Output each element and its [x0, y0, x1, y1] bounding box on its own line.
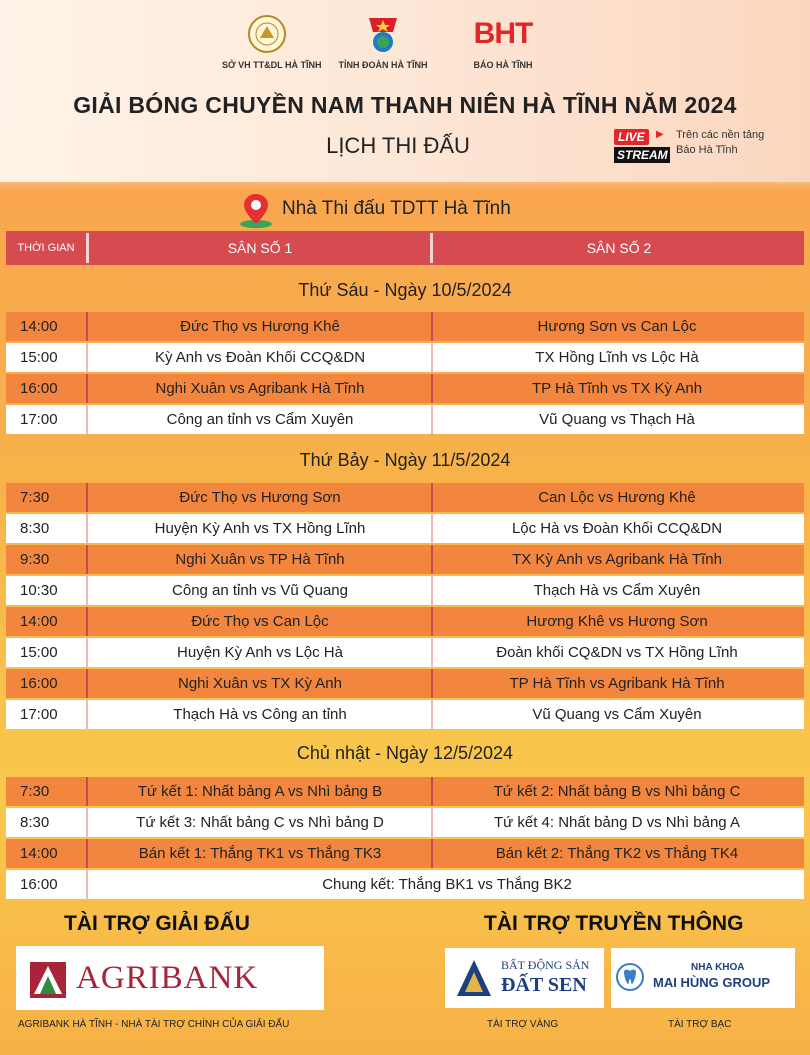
column-divider [431, 607, 433, 636]
match-time: 10:30 [20, 582, 58, 599]
column-divider [431, 483, 433, 512]
media-sponsor-title: TÀI TRỢ TRUYỀN THÔNG [484, 912, 744, 935]
table-row [6, 839, 804, 868]
tinh-doan-logo [338, 14, 428, 70]
column-divider [431, 514, 433, 543]
match-time: 14:00 [20, 318, 58, 335]
logo-bar [0, 14, 810, 74]
page-title: GIẢI BÓNG CHUYỀN NAM THANH NIÊN HÀ TĨNH NĂM 2024 [73, 92, 737, 118]
match-time: 7:30 [20, 489, 50, 506]
court2-match: Đoàn khối CQ&DN vs TX Hồng Lĩnh [496, 644, 738, 661]
table-row [6, 343, 804, 372]
court2-match: Hương Sơn vs Can Lộc [537, 318, 697, 335]
livestream-line2: Báo Hà Tĩnh [676, 144, 738, 156]
court2-match: Tứ kết 4: Nhất bảng D vs Nhì bảng A [493, 814, 740, 831]
court1-match: Huyện Kỳ Anh vs TX Hồng Lĩnh [154, 520, 366, 537]
main-sponsor-caption: AGRIBANK HÀ TĨNH - NHÀ TÀI TRỢ CHÍNH CỦA GIẢI ĐẤU [18, 1019, 290, 1030]
court1-match: Tứ kết 3: Nhất bảng C vs Nhì bảng D [136, 814, 384, 831]
court2-match: Can Lộc vs Hương Khê [538, 489, 696, 506]
column-divider [86, 777, 88, 806]
main-sponsor-title: TÀI TRỢ GIẢI ĐẤU [64, 912, 250, 935]
livestream-badge [614, 128, 670, 163]
livestream-line1: Trên các nền tảng [676, 129, 765, 141]
column-divider [86, 545, 88, 574]
column-divider [86, 483, 88, 512]
column-divider [86, 808, 88, 837]
youth-union-emblem-icon [363, 14, 403, 54]
so-vhttdl-logo [222, 14, 322, 70]
header-divider [86, 233, 89, 263]
court1-match: Công an tỉnh vs Vũ Quang [172, 582, 348, 599]
match-time: 8:30 [20, 814, 50, 831]
column-divider [431, 374, 433, 403]
match-time: 16:00 [20, 380, 58, 397]
court1-match: Nghi Xuân vs Agribank Hà Tĩnh [155, 380, 365, 397]
stream-label: STREAM [614, 147, 670, 163]
logo-caption: BÁO HÀ TĨNH [473, 60, 533, 70]
match-time: 9:30 [20, 551, 50, 568]
livestream-text [676, 128, 764, 158]
column-divider [431, 343, 433, 372]
day-heading: Chủ nhật - Ngày 12/5/2024 [296, 743, 514, 763]
column-divider [86, 607, 88, 636]
header-band [0, 0, 810, 182]
column-divider [431, 545, 433, 574]
court1-match: Nghi Xuân vs TP Hà Tĩnh [175, 551, 345, 568]
match-time: 8:30 [20, 520, 50, 537]
column-divider [86, 312, 88, 341]
table-row [6, 870, 804, 899]
court2-match: Vũ Quang vs Cẩm Xuyên [532, 706, 702, 723]
column-divider [431, 839, 433, 868]
header-court-1: SÂN SỐ 1 [227, 240, 293, 256]
dat-sen-line1: BẤT ĐỘNG SẢN [501, 958, 590, 972]
court2-match: Hương Khê vs Hương Sơn [526, 613, 708, 630]
bao-ha-tinh-logo [458, 14, 548, 70]
match-time: 14:00 [20, 845, 58, 862]
table-row [6, 514, 804, 543]
court1-match: Đức Thọ vs Hương Khê [180, 318, 340, 335]
table-row [6, 669, 804, 698]
day-heading: Thứ Sáu - Ngày 10/5/2024 [298, 280, 512, 300]
bht-wordmark: BHT [473, 17, 533, 50]
table-row [6, 607, 804, 636]
header-time: THỜI GIAN [17, 242, 75, 254]
court1-match: Công an tỉnh vs Cẩm Xuyên [166, 411, 354, 428]
court2-match: TX Hồng Lĩnh vs Lộc Hà [535, 349, 699, 366]
silver-sponsor-caption: TÀI TRỢ BẠC [668, 1019, 732, 1030]
column-divider [86, 514, 88, 543]
table-header [6, 231, 804, 265]
court2-match: TP Hà Tĩnh vs Agribank Hà Tĩnh [509, 675, 725, 692]
match-time: 16:00 [20, 675, 58, 692]
table-row [6, 700, 804, 729]
column-divider [86, 374, 88, 403]
header-court-2: SÂN SỐ 2 [586, 240, 652, 256]
match-time: 15:00 [20, 644, 58, 661]
column-divider [431, 808, 433, 837]
lotus-building-icon [451, 956, 497, 1002]
court2-match: Vũ Quang vs Thạch Hà [539, 411, 695, 428]
table-row [6, 374, 804, 403]
final-match: Chung kết: Thắng BK1 vs Thắng BK2 [322, 876, 572, 893]
so-vhttdl-emblem-icon [247, 14, 287, 54]
page-subtitle: LỊCH THI ĐẤU [326, 133, 470, 158]
tooth-emblem-icon [615, 962, 645, 992]
court2-match: TX Kỳ Anh vs Agribank Hà Tĩnh [512, 551, 722, 568]
court2-match: Bán kết 2: Thắng TK2 vs Thắng TK4 [495, 845, 739, 862]
table-row [6, 638, 804, 667]
court1-match: Đức Thọ vs Can Lộc [191, 613, 329, 630]
match-time: 15:00 [20, 349, 58, 366]
column-divider [431, 777, 433, 806]
match-time: 16:00 [20, 876, 58, 893]
day-heading: Thứ Bảy - Ngày 11/5/2024 [299, 450, 511, 470]
court1-match: Thạch Hà vs Công an tỉnh [173, 706, 347, 723]
agribank-emblem-icon [30, 962, 66, 998]
location-pin-icon [236, 190, 276, 230]
court1-match: Tứ kết 1: Nhất bảng A vs Nhì bảng B [137, 783, 383, 800]
court1-match: Nghi Xuân vs TX Kỳ Anh [178, 675, 342, 692]
court1-match: Huyện Kỳ Anh vs Lộc Hà [177, 644, 343, 661]
court2-match: Tứ kết 2: Nhất bảng B vs Nhì bảng C [493, 783, 741, 800]
header-divider [430, 233, 433, 263]
match-time: 17:00 [20, 706, 58, 723]
agribank-logo [16, 946, 324, 1010]
column-divider [86, 700, 88, 729]
match-time: 14:00 [20, 613, 58, 630]
dat-sen-line2: ĐẤT SEN [501, 974, 587, 996]
table-row [6, 312, 804, 341]
column-divider [431, 312, 433, 341]
court1-match: Kỳ Anh vs Đoàn Khối CCQ&DN [154, 349, 366, 366]
column-divider [431, 576, 433, 605]
column-divider [86, 870, 88, 899]
table-row [6, 808, 804, 837]
mai-hung-logo [611, 948, 795, 1008]
column-divider [431, 669, 433, 698]
match-time: 17:00 [20, 411, 58, 428]
gold-sponsor-caption: TÀI TRỢ VÀNG [487, 1019, 559, 1030]
court1-match: Bán kết 1: Thắng TK1 vs Thắng TK3 [138, 845, 382, 862]
logo-caption: SỞ VH TT&DL HÀ TĨNH [222, 60, 322, 70]
column-divider [86, 839, 88, 868]
column-divider [431, 700, 433, 729]
court2-match: Lộc Hà vs Đoàn Khối CCQ&DN [511, 520, 723, 537]
agribank-wordmark: AGRIBANK [76, 960, 259, 996]
table-row [6, 405, 804, 434]
court2-match: Thạch Hà vs Cẩm Xuyên [533, 582, 701, 599]
column-divider [86, 576, 88, 605]
live-label: LIVE [614, 129, 649, 145]
column-divider [86, 405, 88, 434]
table-row [6, 483, 804, 512]
logo-caption: TỈNH ĐOÀN HÀ TĨNH [338, 60, 428, 70]
column-divider [431, 405, 433, 434]
table-row [6, 545, 804, 574]
table-row [6, 777, 804, 806]
column-divider [431, 638, 433, 667]
table-row [6, 576, 804, 605]
match-time: 7:30 [20, 783, 50, 800]
court1-match: Đức Thọ vs Hương Sơn [179, 489, 341, 506]
mai-hung-line1: NHA KHOA [691, 962, 745, 973]
column-divider [86, 638, 88, 667]
venue-name: Nhà Thi đấu TDTT Hà Tĩnh [282, 198, 511, 219]
column-divider [86, 343, 88, 372]
mai-hung-line2: MAI HÙNG GROUP [653, 975, 770, 990]
column-divider [86, 669, 88, 698]
dat-sen-logo [445, 948, 604, 1008]
play-icon: ▶ [656, 129, 664, 140]
court2-match: TP Hà Tĩnh vs TX Kỳ Anh [531, 380, 703, 397]
